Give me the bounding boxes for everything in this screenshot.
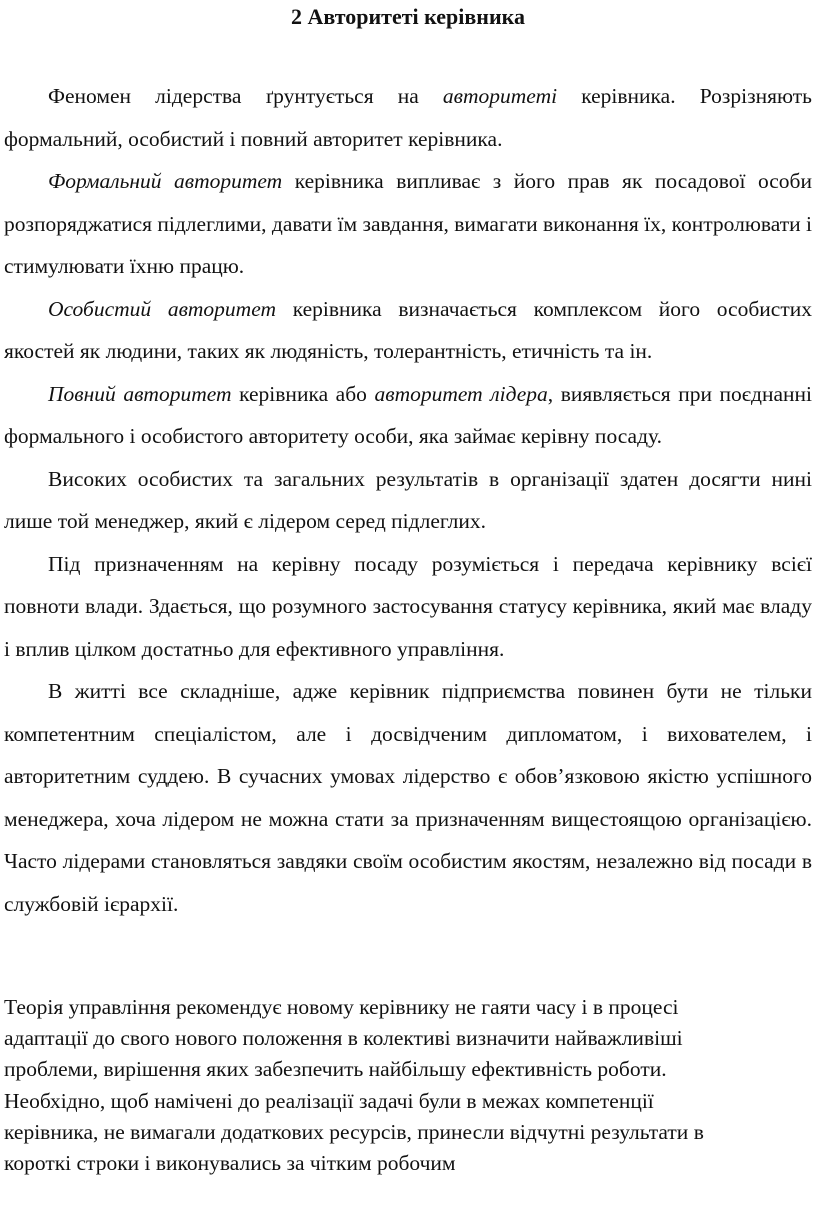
p4-text-1: керівника або — [231, 381, 375, 406]
paragraph-formal-authority — [4, 160, 812, 288]
tail-line: короткі строки і виконувались за чітким робочим — [4, 1151, 456, 1176]
document-body — [4, 75, 812, 925]
paragraph-appointment: Під призначенням на керівну посаду розуміється і передача керівнику всієї повноти влади. Здається, що розумного застосування статусу керівника, який має владу і вплив цілком достатньо для ефективного управління. — [4, 551, 812, 661]
tail-line: Необхідно, щоб намічені до реалізації задачі були в межах компетенції — [4, 1088, 654, 1113]
p3-emphasis-personal-authority: Особистий авторитет — [48, 296, 276, 321]
tail-line: Теорія управління рекомендує новому керівнику не гаяти часу і в процесі — [4, 995, 679, 1019]
paragraph-full-authority — [4, 373, 812, 458]
p3-text: керівника визначається комплексом його особистих якостей як людини, таких як людяність, толерантність, етичність та ін. — [4, 296, 812, 363]
p4-text-2: , виявляється при поєднанні формального і особистого авторитету особи, яка займає керівну посаду. — [4, 381, 812, 448]
tail-line: проблеми, вирішення яких забезпечить найбільшу ефективність роботи. — [4, 1057, 667, 1082]
p1-text-1: Феномен лідерства ґрунтується на — [48, 84, 443, 108]
section-title: 2 Авторитеті керівника — [291, 4, 525, 29]
tail-line: керівника, не вимагали додаткових ресурсів, принесли відчутні результати в — [4, 1119, 704, 1144]
p1-text-2: керівника. Розрізняють формальний, особистий і повний авторитет керівника. — [4, 84, 812, 151]
paragraph-authority-intro — [4, 75, 812, 160]
tail-line: адаптації до свого нового положення в колективі визначити найважливіші — [4, 1026, 683, 1051]
p4-emphasis-leader-authority: авторитет лідера — [374, 381, 548, 406]
p2-emphasis-formal-authority: Формальний авторитет — [48, 169, 283, 193]
p4-emphasis-full-authority: Повний авторитет — [48, 381, 232, 406]
paragraph-real-life: В житті все складніше, адже керівник підприємства повинен бути не тільки компетентним спеціалістом, але і досвідченим дипломатом, і вихователем, і авторитетним суддею. В сучасних умовах лідерство є обов’язковою якістю успішного менеджера, хоча лідером не можна стати за призначенням вищестоящою організацією. Часто лідерами становляться завдяки своїм особистим якостям, незалежно від посади в службовій ієрархії. — [4, 679, 812, 916]
p1-emphasis-authority: авторитеті — [442, 84, 558, 108]
paragraph-results: Високих особистих та загальних результатів в організації здатен досягти нині лише той менеджер, який є лідером серед підлеглих. — [4, 466, 812, 533]
paragraph-personal-authority — [4, 288, 812, 373]
management-theory-block — [4, 992, 812, 1179]
p2-text: керівника випливає з його прав як посадової особи розпоряджатися підлеглими, давати їм завдання, вимагати виконання їх, контролювати і стимулювати їхню працю. — [4, 169, 812, 278]
